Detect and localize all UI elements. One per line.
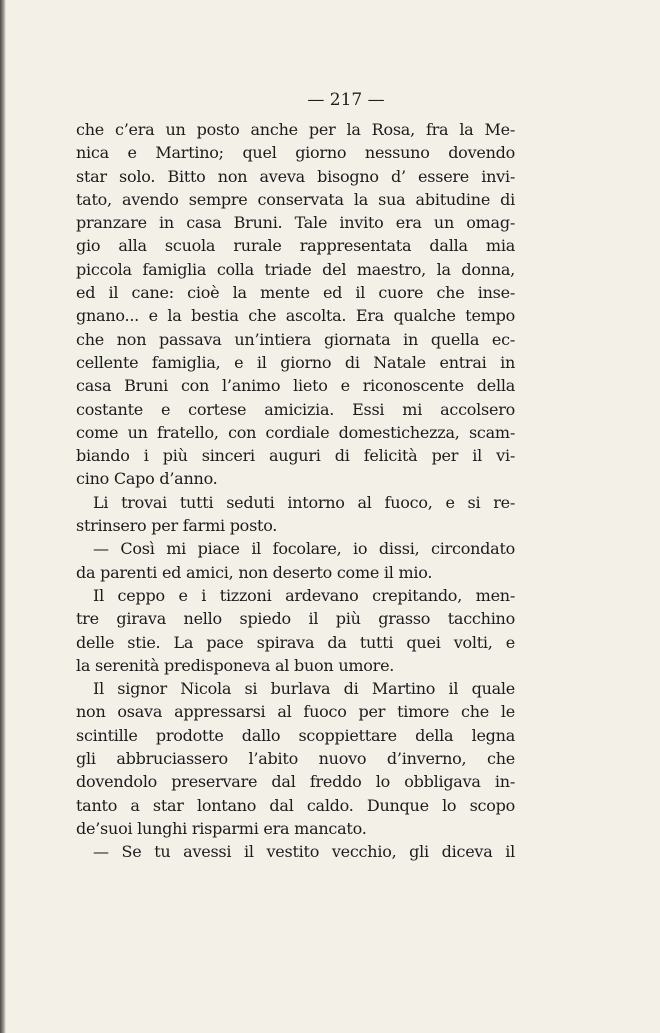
text-line: tre girava nello spiedo il più grasso tacchino <box>76 609 515 629</box>
text-line: — Se tu avessi il vestito vecchio, gli diceva il <box>93 842 515 862</box>
body-text <box>76 118 515 864</box>
page-number: — 217 — <box>307 90 385 110</box>
text-line: costante e cortese amicizia. Essi mi accolsero <box>76 399 515 419</box>
text-line: pranzare in casa Bruni. Tale invito era un omag- <box>76 213 515 233</box>
text-line: da parenti ed amici, non deserto come il mio. <box>76 562 433 582</box>
text-line: tato, avendo sempre conservata la sua abitudine di <box>76 189 515 209</box>
text-line: dovendolo preservare dal freddo lo obbligava in- <box>76 772 515 792</box>
text-line: Il signor Nicola si burlava di Martino il quale <box>93 679 515 699</box>
text-line: gio alla scuola rurale rappresentata dalla mia <box>76 236 515 256</box>
text-line: star solo. Bitto non aveva bisogno d’ essere invi- <box>76 166 515 186</box>
text-line: delle stie. La pace spirava da tutti quei volti, e <box>76 632 515 652</box>
page-binding-edge <box>0 0 6 1033</box>
text-line: biando i più sinceri auguri di felicità per il vi- <box>76 446 515 466</box>
text-line: gli abbruciassero l’abito nuovo d’inverno, che <box>76 749 515 769</box>
text-line: piccola famiglia colla triade del maestro, la donna, <box>76 259 515 279</box>
text-line: Li trovai tutti seduti intorno al fuoco, e si re- <box>93 492 515 512</box>
text-line: che non passava un’intiera giornata in quella ec- <box>76 329 515 349</box>
text-line: non osava appressarsi al fuoco per timore che le <box>76 702 515 722</box>
text-line: scintille prodotte dallo scoppiettare della legna <box>76 725 515 745</box>
text-line: la serenità predisponeva al buon umore. <box>76 655 395 675</box>
text-line: cino Capo d’anno. <box>76 469 218 489</box>
text-line: gnano... e la bestia che ascolta. Era qualche tempo <box>76 306 515 326</box>
text-line: che c’era un posto anche per la Rosa, fra la Me- <box>76 120 515 139</box>
text-line: ed il cane: cioè la mente ed il cuore che inse- <box>76 283 515 303</box>
text-line: nica e Martino; quel giorno nessuno dovendo <box>76 143 515 163</box>
text-line: tanto a star lontano dal caldo. Dunque lo scopo <box>76 795 515 815</box>
text-line: strinsero per farmi posto. <box>76 516 278 536</box>
text-line: casa Bruni con l’animo lieto e riconoscente della <box>76 376 515 396</box>
text-line: de’suoi lunghi risparmi era mancato. <box>76 818 367 838</box>
text-line: cellente famiglia, e il giorno di Natale entrai in <box>76 352 515 372</box>
text-line: — Così mi piace il focolare, io dissi, circondato <box>93 539 515 559</box>
text-line: Il ceppo e i tizzoni ardevano crepitando, men- <box>93 585 515 605</box>
text-line: come un fratello, con cordiale domestichezza, scam- <box>76 422 515 442</box>
